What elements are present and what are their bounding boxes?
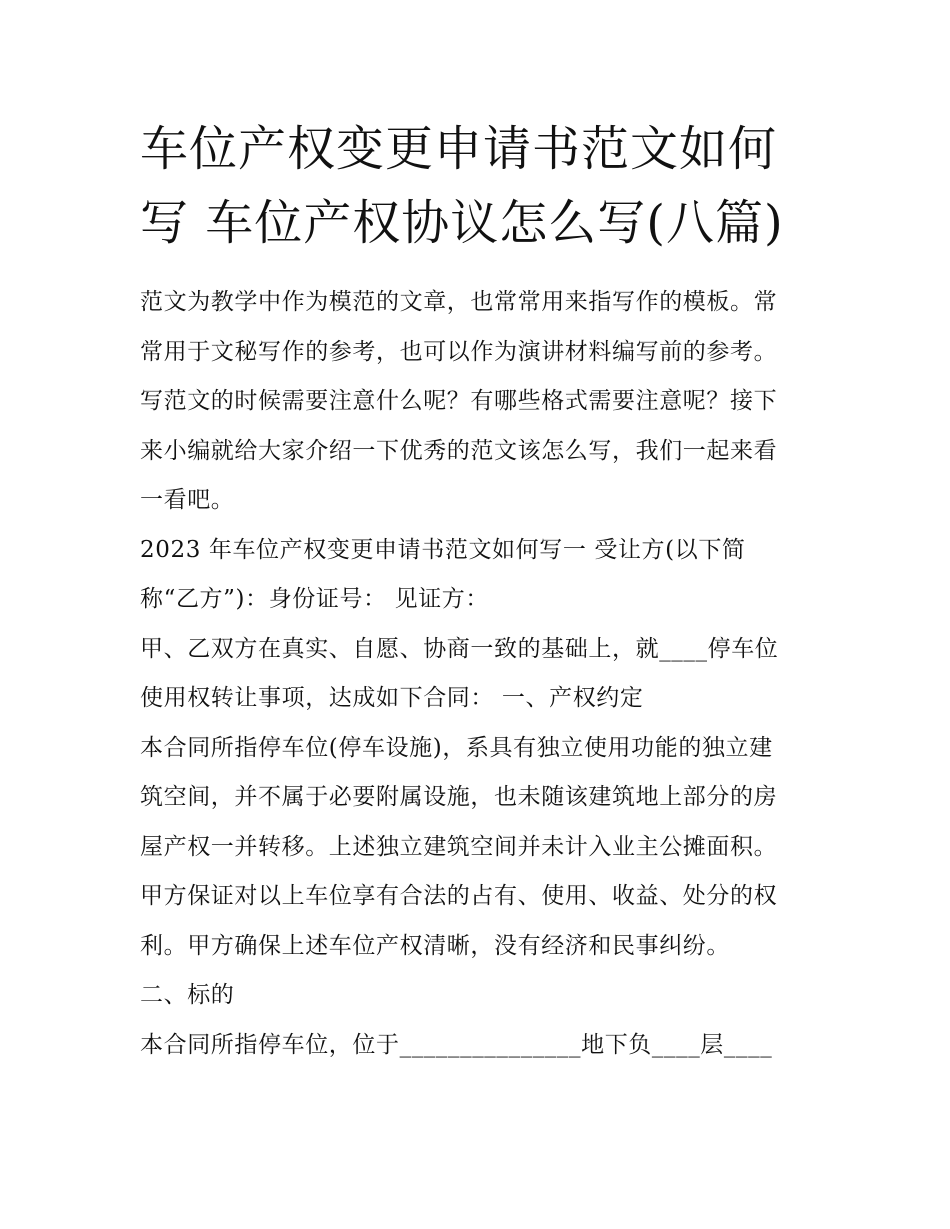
document-title [140,112,830,260]
body-line: 写范文的时候需要注意什么呢？有哪些格式需要注意呢？接下 [140,388,778,414]
title-line: 写 车位产权协议怎么写(八篇) [140,195,784,251]
body-line: 甲、乙双方在真实、自愿、协商一致的基础上，就____停车位 [140,635,779,662]
body-line: 本合同所指停车位(停车设施)，系具有独立使用功能的独立建 [140,734,773,761]
body-line: 使用权转让事项，达成如下合同： 一、产权约定 [140,685,644,711]
body-line: 二、标的 [140,982,235,1008]
body-line: 常用于文秘写作的参考，也可以作为演讲材料编写前的参考。 [140,338,778,365]
body-line: 屋产权一并转移。上述独立建筑空间并未计入业主公摊面积。 [140,833,778,860]
body-line: 本合同所指停车位，位于_______________地下负____层____ [140,1031,773,1058]
body-line: 利。甲方确保上述车位产权清晰，没有经济和民事纠纷。 [140,932,730,959]
body-line: 筑空间，并不属于必要附属设施，也未随该建筑地上部分的房 [140,784,778,810]
body-line: 一看吧。 [140,487,235,513]
document-body [140,278,820,1070]
body-line: 2023 年车位产权变更申请书范文如何写一 受让方(以下简 [140,536,746,563]
body-line: 称“乙方”)：身份证号： 见证方： [140,586,490,612]
body-line: 来小编就给大家介绍一下优秀的范文该怎么写，我们一起来看 [140,437,778,464]
body-line: 甲方保证对以上车位享有合法的占有、使用、收益、处分的权 [140,883,778,909]
title-line: 车位产权变更申请书范文如何 [140,121,778,177]
body-line: 范文为教学中作为模范的文章，也常常用来指写作的模板。常 [140,289,778,315]
